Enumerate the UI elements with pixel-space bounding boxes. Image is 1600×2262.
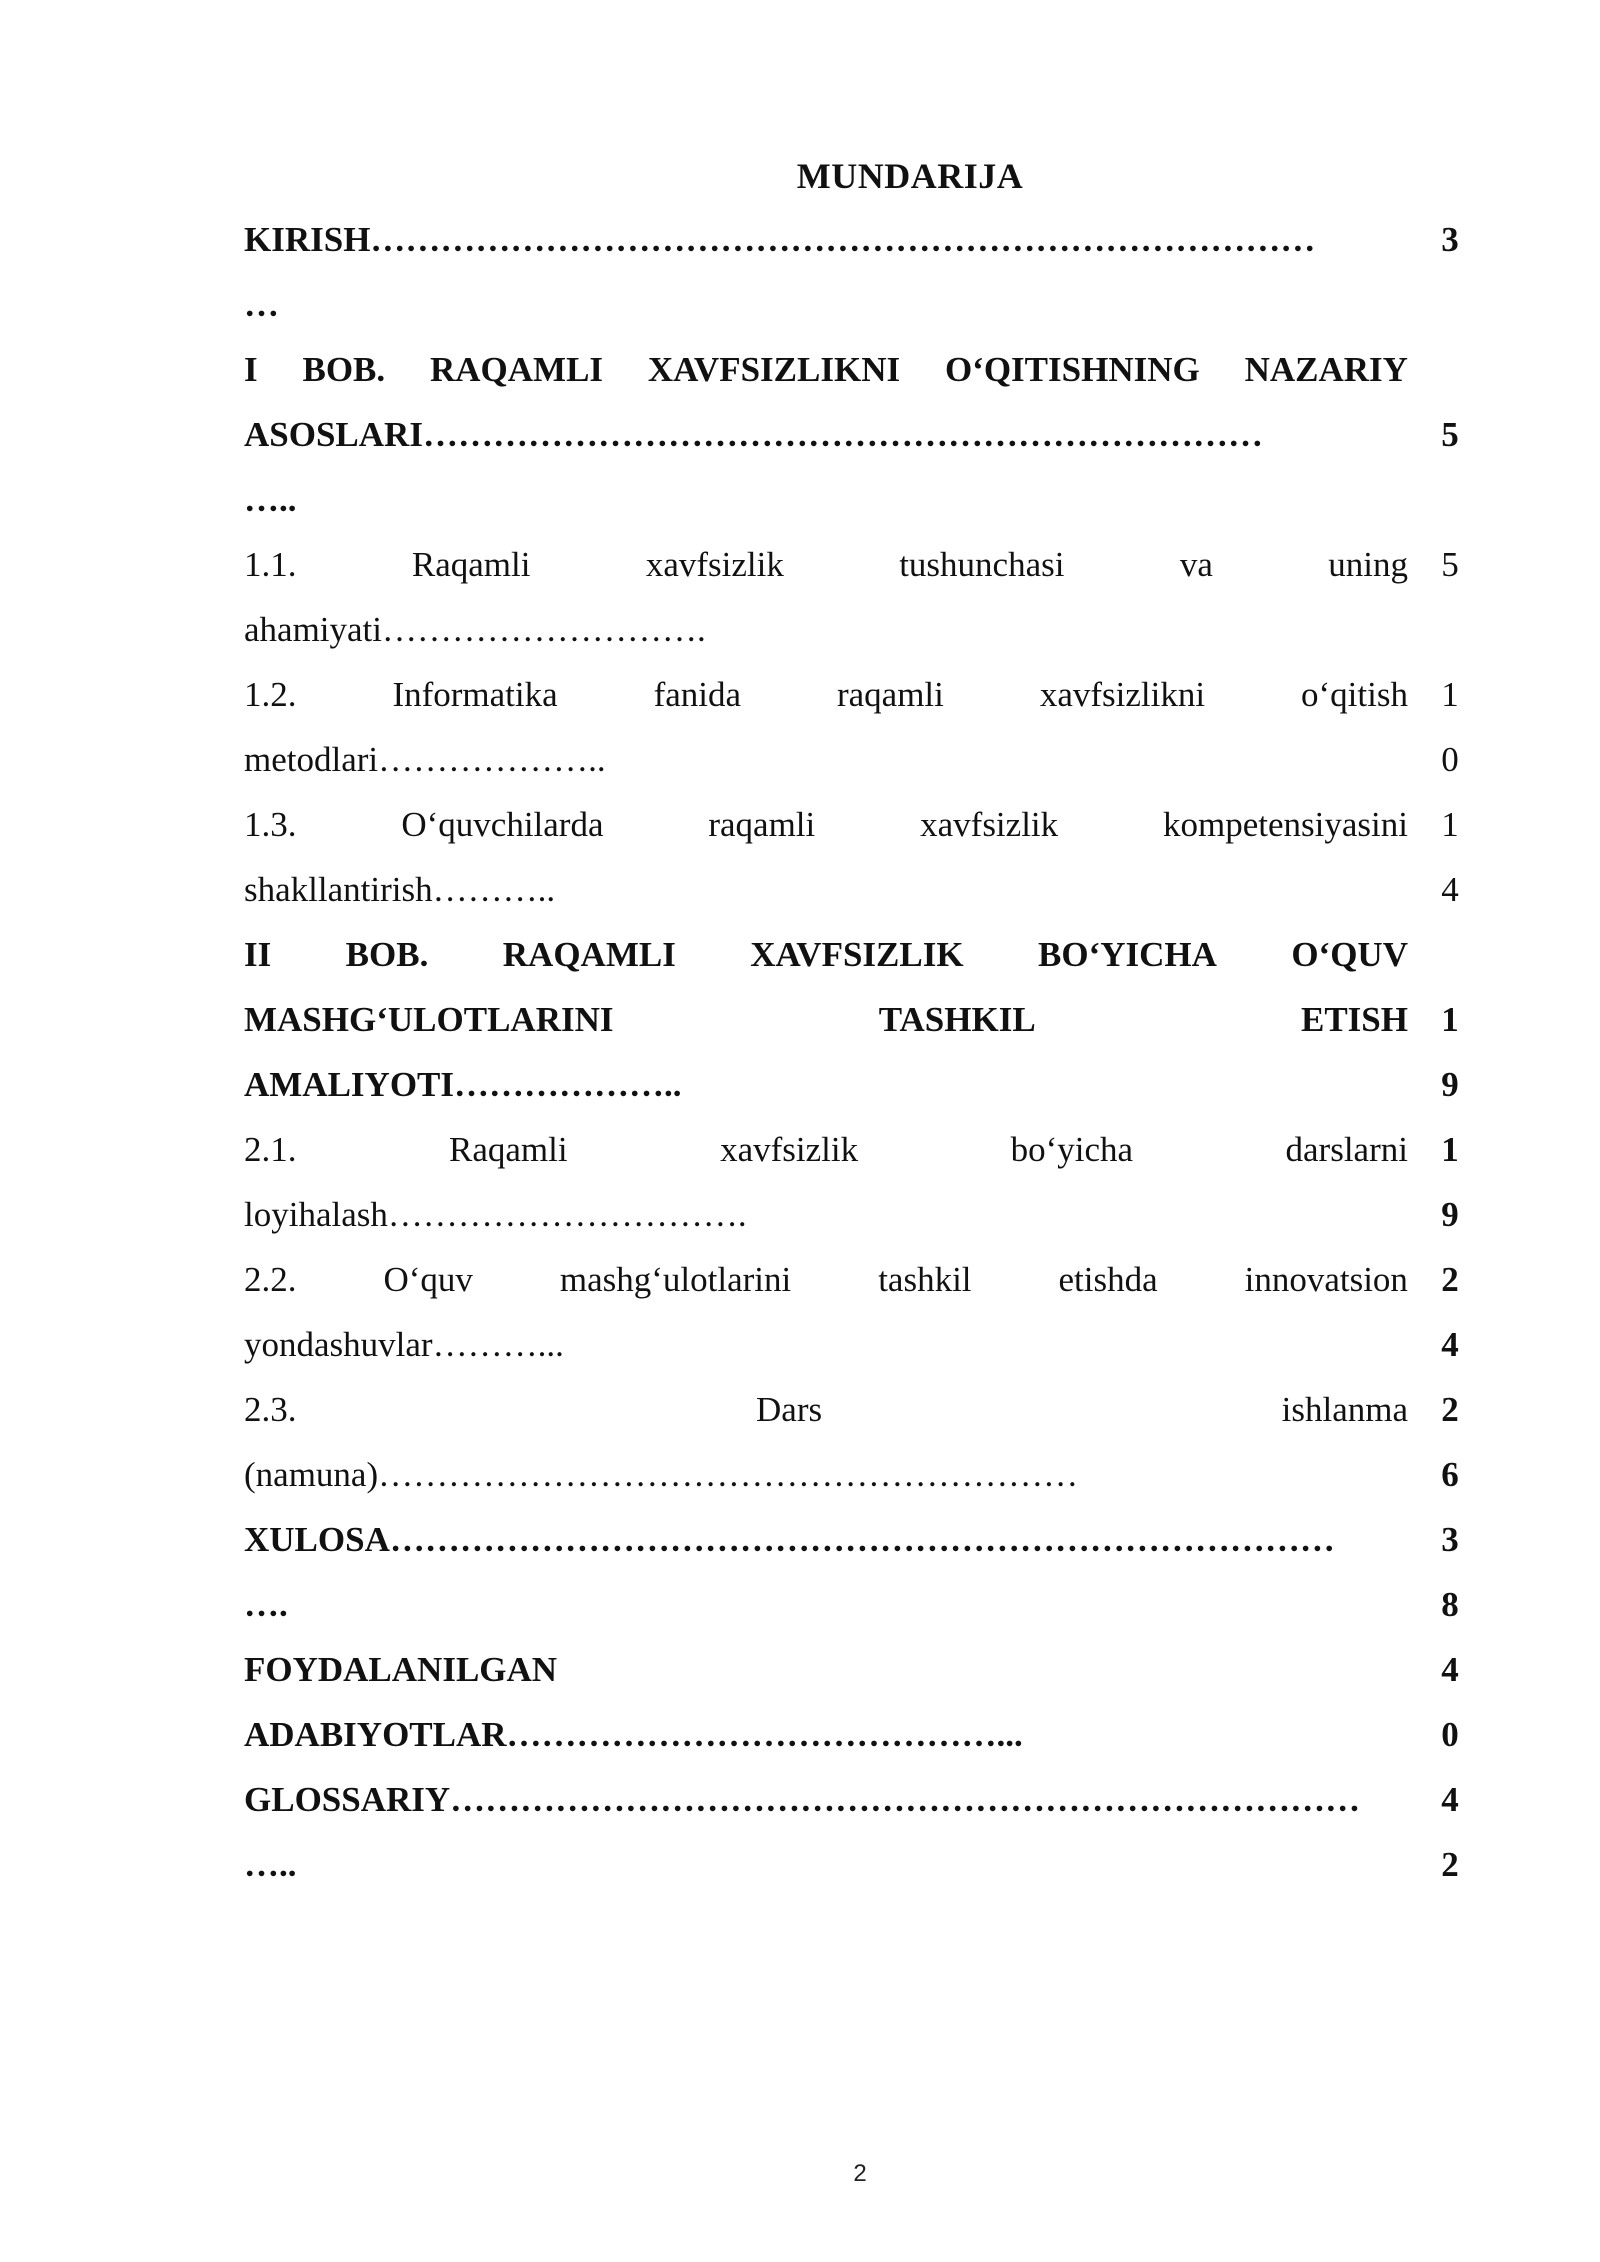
toc-word: xavfsizlikni (1039, 675, 1206, 714)
toc-word: XAVFSIZLIK (750, 935, 964, 974)
toc-page-number: 4 (1441, 870, 1459, 909)
toc-page-number: 0 (1441, 740, 1459, 779)
toc-page-number: 8 (1441, 1585, 1459, 1624)
page-number: 2 (853, 2160, 867, 2187)
toc-entry-line: XULOSA……………………………………………………………………… (244, 1520, 1335, 1559)
toc-word: BOB. (302, 350, 386, 389)
toc-word: tushunchasi (899, 545, 1065, 584)
toc-entry-line: KIRISH……………………………………………………………………… (244, 220, 1316, 259)
toc-word: XAVFSIZLIKNI (647, 350, 901, 389)
toc-page-number: 1 (1441, 805, 1459, 844)
toc-word: 2.1. (244, 1130, 297, 1169)
toc-word: mashg‘ulotlarini (559, 1260, 792, 1299)
toc-word: O‘quv (383, 1260, 473, 1299)
toc-entry-line: … (244, 285, 279, 324)
toc-entry-line: ahamiyati………………………. (244, 610, 706, 649)
toc-word: 2.2. (244, 1260, 297, 1299)
toc-entry-line (244, 540, 1408, 590)
toc-word: Informatika (392, 675, 558, 714)
toc-entry-line: ….. (244, 480, 297, 519)
toc-word: raqamli (708, 805, 816, 844)
toc-entry-line: GLOSSARIY…………………………………………………………………… (244, 1780, 1361, 1819)
toc-word: 1.1. (244, 545, 297, 584)
toc-word: BOB. (345, 935, 429, 974)
toc-entry-line (244, 1385, 1408, 1435)
toc-word: ETISH (1300, 1000, 1408, 1039)
toc-word: I (244, 350, 258, 389)
toc-entry-line (244, 670, 1408, 720)
toc-word: O‘QUV (1291, 935, 1408, 974)
toc-page-number: 4 (1441, 1325, 1459, 1364)
toc-page-number: 5 (1441, 415, 1459, 454)
toc-entry-line: …. (244, 1585, 288, 1624)
toc-page-number: 1 (1441, 1130, 1459, 1169)
page-title: MUNDARIJA (796, 156, 1024, 196)
toc-word: 2.3. (244, 1390, 297, 1429)
toc-word: fanida (653, 675, 742, 714)
toc-page-number: 4 (1441, 1780, 1459, 1819)
toc-entry-line: yondashuvlar………... (244, 1325, 564, 1364)
toc-word: Raqamli (411, 545, 531, 584)
toc-entry-line (244, 345, 1408, 395)
toc-entry-line (244, 995, 1408, 1045)
toc-entry-line: ….. (244, 1845, 297, 1884)
toc-page-number: 9 (1441, 1195, 1459, 1234)
toc-word: MASHG‘ULOTLARINI (244, 1000, 614, 1039)
toc-word: uning (1328, 545, 1408, 584)
toc-entry-line: loyihalash…………………………. (244, 1195, 747, 1234)
toc-entry-line (244, 930, 1408, 980)
toc-entry-line: (namuna)…………………………………………………… (244, 1455, 1079, 1494)
toc-page-number: 1 (1441, 1000, 1459, 1039)
toc-page-number: 2 (1441, 1845, 1459, 1884)
toc-entry-line: ASOSLARI……………………………………………………………… (244, 415, 1263, 454)
toc-word: xavfsizlik (720, 1130, 859, 1169)
toc-entry-line (244, 1255, 1408, 1305)
toc-entry-line: shakllantirish……….. (244, 870, 556, 909)
toc-entry-line (244, 1125, 1408, 1175)
toc-word: O‘QITISHNING (944, 350, 1200, 389)
toc-entry-line (244, 800, 1408, 850)
toc-word: darslarni (1285, 1130, 1408, 1169)
toc-page-number: 2 (1441, 1390, 1459, 1429)
toc-page-number: 9 (1441, 1065, 1459, 1104)
toc-word: RAQAMLI (429, 350, 604, 389)
toc-word: xavfsizlik (920, 805, 1059, 844)
toc-word: NAZARIY (1244, 350, 1408, 389)
toc-page-number: 2 (1441, 1260, 1459, 1299)
toc-word: o‘qitish (1301, 675, 1408, 714)
toc-word: kompetensiyasini (1163, 805, 1408, 844)
toc-word: etishda (1058, 1260, 1158, 1299)
toc-page-number: 1 (1441, 675, 1459, 714)
toc-word: TASHKIL (878, 1000, 1036, 1039)
toc-word: ishlanma (1281, 1390, 1408, 1429)
toc-word: Dars (756, 1390, 823, 1429)
toc-entry-line: ADABIYOTLAR……………………………………... (244, 1715, 1023, 1754)
toc-entry-line: metodlari……………….. (244, 740, 606, 779)
toc-page-number: 0 (1441, 1715, 1459, 1754)
toc-page-number: 6 (1441, 1455, 1459, 1494)
toc-entry-line: AMALIYOTI……………….. (244, 1065, 682, 1104)
toc-word: II (244, 935, 272, 974)
toc-page-number: 5 (1441, 545, 1459, 584)
toc-word: bo‘yicha (1010, 1130, 1134, 1169)
toc-entry-line: FOYDALANILGAN (244, 1650, 558, 1689)
toc-page-number: 4 (1441, 1650, 1459, 1689)
toc-word: Raqamli (448, 1130, 568, 1169)
toc-page-number: 3 (1441, 220, 1459, 259)
toc-word: 1.2. (244, 675, 297, 714)
toc-word: tashkil (878, 1260, 972, 1299)
toc-word: 1.3. (244, 805, 297, 844)
toc-word: raqamli (836, 675, 944, 714)
toc-word: xavfsizlik (645, 545, 784, 584)
toc-word: O‘quvchilarda (401, 805, 604, 844)
toc-word: innovatsion (1244, 1260, 1408, 1299)
toc-page-number: 3 (1441, 1520, 1459, 1559)
toc-word: va (1179, 545, 1213, 584)
toc-word: BO‘YICHA (1038, 935, 1217, 974)
toc-word: RAQAMLI (502, 935, 676, 974)
